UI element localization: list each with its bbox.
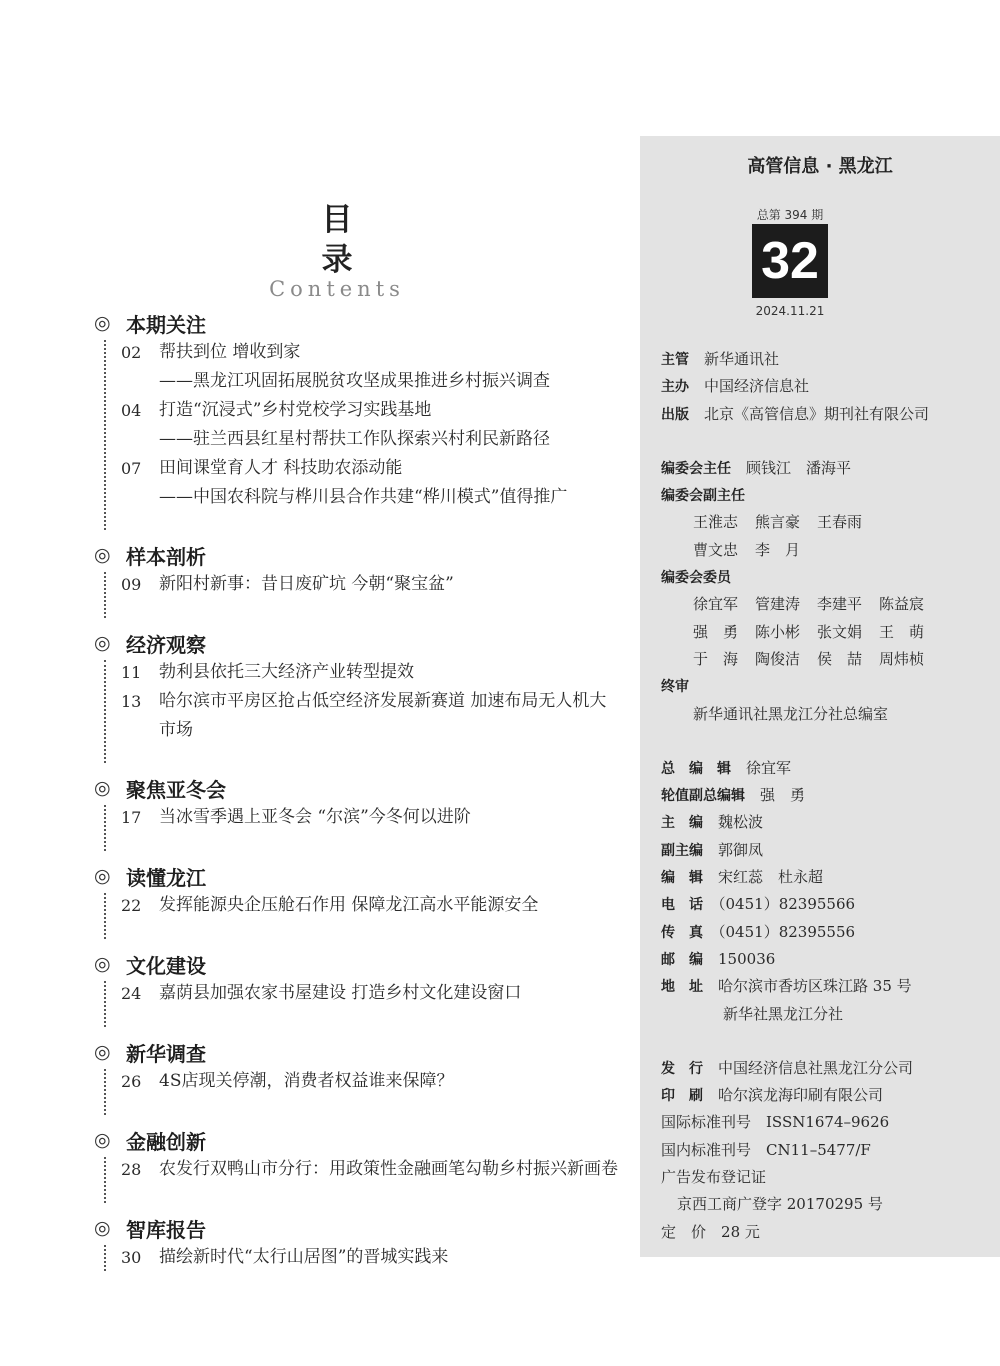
entry-subtitle: ——驻兰西县红星村帮扶工作队探索兴村利民新路径 — [159, 429, 550, 449]
toc-title-english: Contents — [269, 277, 405, 301]
label-committee-members: 编委会委员 — [661, 570, 731, 587]
value-host: 中国经济信息社 — [704, 377, 810, 396]
toc-section — [94, 949, 640, 1029]
toc-entry[interactable] — [121, 338, 640, 367]
value-issn: 国际标准刊号 ISSN1674–9626 — [661, 1113, 890, 1132]
double-circle-icon: ◎ — [94, 632, 111, 654]
toc-section — [94, 308, 640, 532]
toc-entry[interactable] — [121, 396, 640, 425]
value-printing: 哈尔滨龙海印刷有限公司 — [718, 1086, 884, 1105]
page-number: 11 — [121, 663, 142, 682]
value-committee-chair: 顾钱江 潘海平 — [746, 458, 852, 477]
label-fax: 传 真 — [661, 924, 703, 941]
value-deputy-editor: 郭御凤 — [718, 840, 764, 859]
label-committee-vice-chair: 编委会副主任 — [661, 488, 745, 505]
toc-entry[interactable] — [121, 979, 640, 1008]
issue-date: 2024.11.21 — [755, 304, 825, 318]
entry-title: 嘉荫县加强农家书屋建设 打造乡村文化建设窗口 — [159, 983, 522, 1003]
label-final-review: 终审 — [661, 679, 689, 696]
page-number: 28 — [121, 1160, 142, 1179]
section-title: 新华调查 — [126, 1041, 206, 1066]
double-circle-icon: ◎ — [94, 953, 111, 975]
label-phone: 电 话 — [661, 897, 703, 914]
page-number: 26 — [121, 1072, 142, 1091]
label-rotating-deputy-chief-editor: 轮值副总编辑 — [661, 788, 745, 805]
section-title: 智库报告 — [126, 1217, 206, 1242]
label-host: 主办 — [661, 379, 689, 396]
label-address: 地 址 — [661, 979, 703, 996]
label-publisher: 出版 — [661, 406, 689, 423]
entry-subtitle: ——中国农科院与桦川县合作共建“桦川模式”值得推广 — [159, 487, 568, 507]
value-cn-number: 国内标准刊号 CN11–5477/F — [661, 1140, 871, 1159]
toc-entry[interactable] — [121, 1067, 640, 1096]
toc-section — [94, 1213, 640, 1273]
entry-title: 田间课堂育人才 科技助农添动能 — [159, 458, 403, 478]
toc-section — [94, 1125, 640, 1205]
toc-entry[interactable] — [121, 803, 640, 832]
section-title: 读懂龙江 — [126, 865, 206, 890]
label-committee-chair: 编委会主任 — [661, 460, 731, 477]
label-chief-editor: 总 编 辑 — [661, 760, 731, 777]
value-ad-registration: 京西工商广登字 20170295 号 — [677, 1195, 883, 1214]
value-publisher: 北京《高管信息》期刊社有限公司 — [704, 404, 930, 423]
section-title: 文化建设 — [126, 953, 206, 978]
toc-entry[interactable] — [121, 454, 640, 483]
page-number: 02 — [121, 343, 142, 362]
toc-section — [94, 773, 640, 853]
toc-section — [94, 861, 640, 941]
entry-subtitle: ——黑龙江巩固拓展脱贫攻坚成果推进乡村振兴调查 — [159, 371, 550, 391]
double-circle-icon: ◎ — [94, 865, 111, 887]
page-number: 22 — [121, 896, 142, 915]
entry-title-continued: 市场 — [159, 720, 193, 740]
page-number: 13 — [121, 692, 142, 711]
member-names: 徐宜军 管建涛 李建平 陈益宸 — [693, 595, 925, 614]
value-distribution: 中国经济信息社黑龙江分公司 — [718, 1058, 914, 1077]
value-chief-editor: 徐宜军 — [746, 758, 792, 777]
total-issue-number: 总第 394 期 — [756, 208, 824, 222]
page-number: 04 — [121, 401, 142, 420]
label-postcode: 邮 编 — [661, 951, 703, 968]
page-number: 24 — [121, 984, 142, 1003]
masthead-sidebar — [640, 136, 1000, 1257]
value-phone: （0451）82395566 — [718, 895, 856, 914]
label-ad-registration: 广告发布登记证 — [661, 1168, 767, 1187]
double-circle-icon: ◎ — [94, 544, 111, 566]
toc-section — [94, 540, 640, 620]
toc-entry[interactable] — [121, 1243, 640, 1272]
label-deputy-editor: 副主编 — [661, 842, 703, 859]
label-price: 定 价 — [661, 1222, 707, 1241]
section-title: 经济观察 — [126, 632, 206, 657]
entry-title: 勃利县依托三大经济产业转型提效 — [159, 662, 414, 682]
value-address-line2: 新华社黑龙江分社 — [723, 1004, 844, 1023]
section-title: 样本剖析 — [126, 544, 206, 569]
entry-title: 当冰雪季遇上亚冬会 “尔滨”今冬何以进阶 — [159, 807, 471, 827]
vice-chair-names: 王淮志 熊言豪 王春雨 — [693, 513, 863, 532]
section-title: 金融创新 — [126, 1129, 206, 1154]
page-number: 07 — [121, 459, 142, 478]
toc-entry[interactable] — [121, 1155, 640, 1184]
value-postcode: 150036 — [718, 949, 776, 968]
issue-number-badge: 32 — [752, 224, 828, 298]
label-sponsor: 主管 — [661, 352, 689, 368]
value-editor-in-chief: 魏松波 — [718, 813, 764, 832]
value-final-review: 新华通讯社黑龙江分社总编室 — [693, 704, 889, 723]
table-of-contents — [94, 308, 640, 1273]
label-editors: 编 辑 — [661, 870, 703, 887]
label-distribution: 发 行 — [661, 1060, 703, 1077]
value-fax: （0451）82395556 — [718, 922, 856, 941]
double-circle-icon: ◎ — [94, 1217, 111, 1239]
entry-title: 描绘新时代“太行山居图”的晋城实践来 — [159, 1247, 449, 1267]
double-circle-icon: ◎ — [94, 777, 111, 799]
magazine-name: 高管信息 · 黑龙江 — [747, 156, 893, 177]
value-address: 哈尔滨市香坊区珠江路 35 号 — [718, 977, 912, 996]
page-number: 30 — [121, 1248, 142, 1267]
value-sponsor: 新华通讯社 — [704, 350, 780, 368]
toc-title: 目录 — [321, 202, 383, 278]
toc-entry[interactable] — [121, 891, 640, 920]
label-editor-in-chief: 主 编 — [661, 815, 703, 832]
toc-section — [94, 1037, 640, 1117]
value-rotating-deputy-chief-editor: 强 勇 — [760, 786, 806, 805]
member-names: 于 海 陶俊洁 侯 喆 周炜桢 — [693, 649, 925, 668]
double-circle-icon: ◎ — [94, 1129, 111, 1151]
section-title: 本期关注 — [126, 312, 206, 337]
section-title: 聚焦亚冬会 — [126, 777, 226, 802]
masthead-info — [661, 346, 991, 1246]
vice-chair-names: 曹文忠 李 月 — [693, 540, 801, 559]
toc-entry[interactable] — [121, 687, 640, 716]
page-number: 09 — [121, 575, 142, 594]
label-printing: 印 刷 — [661, 1088, 703, 1105]
double-circle-icon: ◎ — [94, 1041, 111, 1063]
entry-title: 新阳村新事：昔日废矿坑 今朝“聚宝盆” — [159, 574, 454, 594]
entry-title: 发挥能源央企压舱石作用 保障龙江高水平能源安全 — [159, 895, 539, 915]
member-names: 强 勇 陈小彬 张文娟 王 萌 — [693, 622, 925, 641]
value-editors: 宋红蕊 杜永超 — [718, 868, 824, 887]
toc-entry[interactable] — [121, 570, 640, 599]
entry-title: 4S店现关停潮，消费者权益谁来保障？ — [159, 1071, 454, 1091]
toc-entry[interactable] — [121, 658, 640, 687]
toc-section — [94, 628, 640, 765]
value-price: 28 元 — [721, 1222, 760, 1241]
page-number: 17 — [121, 808, 142, 827]
entry-title: 农发行双鸭山市分行：用政策性金融画笔勾勒乡村振兴新画卷 — [159, 1159, 618, 1179]
entry-title: 帮扶到位 增收到家 — [159, 342, 301, 362]
entry-title: 打造“沉浸式”乡村党校学习实践基地 — [159, 400, 432, 420]
toc-title-block — [262, 200, 412, 302]
double-circle-icon: ◎ — [94, 312, 111, 334]
entry-title: 哈尔滨市平房区抢占低空经济发展新赛道 加速布局无人机大 — [159, 691, 607, 711]
